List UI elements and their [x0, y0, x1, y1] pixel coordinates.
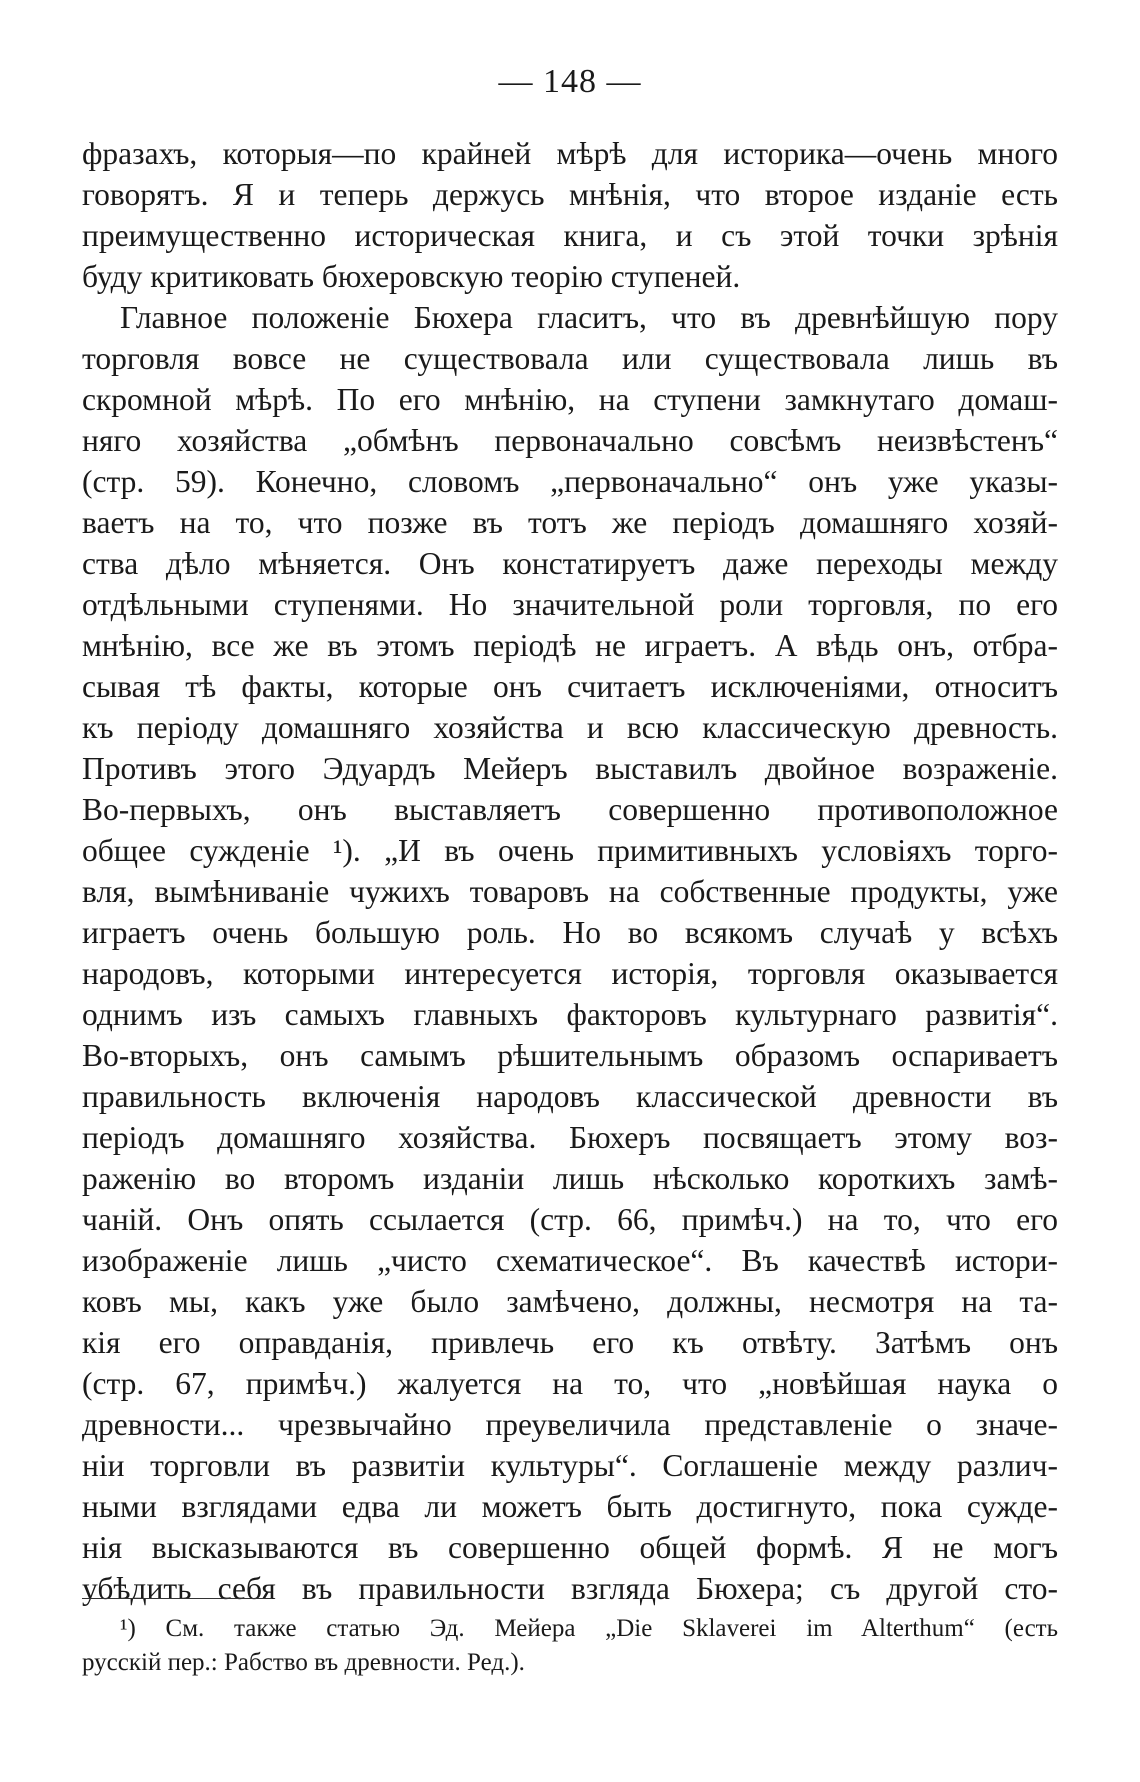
- text-line: ными взглядами едва ли можетъ быть достигнуто, пока сужде-: [82, 1489, 1058, 1524]
- text-line: отдѣльными ступенями. Но значительной роли торговля, по его: [82, 587, 1058, 622]
- page-number: — 148 —: [498, 63, 642, 100]
- text-line: кія его оправданія, привлечь его къ отвѣту. Затѣмъ онъ: [82, 1325, 1058, 1360]
- text-line: вля, вымѣниваніе чужихъ товаровъ на собственные продукты, уже: [82, 874, 1058, 909]
- text-line: однимъ изъ самыхъ главныхъ факторовъ культурнаго развитія“.: [82, 997, 1058, 1032]
- text-line: раженію во второмъ изданіи лишь нѣсколько короткихъ замѣ-: [82, 1161, 1058, 1196]
- text-line: правильность включенія народовъ классической древности въ: [82, 1079, 1058, 1114]
- text-line: народовъ, которыми интересуется исторія, торговля оказывается: [82, 956, 1058, 991]
- footnote-divider: [82, 1598, 272, 1599]
- footnote-line: ¹) См. также статью Эд. Мейера „Die Sklaverei im Alterthum“ (есть: [120, 1615, 1058, 1642]
- footnote: [82, 1612, 1058, 1680]
- text-line: фразахъ, которыя—по крайней мѣрѣ для историка—очень много: [82, 136, 1058, 171]
- text-line: Во-первыхъ, онъ выставляетъ совершенно противоположное: [82, 792, 1058, 827]
- text-line: мнѣнію, все же въ этомъ періодѣ не играетъ. А вѣдь онъ, отбра-: [82, 628, 1058, 663]
- text-line: (стр. 59). Конечно, словомъ „первоначально“ онъ уже указы-: [82, 464, 1058, 499]
- text-line: Во-вторыхъ, онъ самымъ рѣшительнымъ образомъ оспариваетъ: [82, 1038, 1058, 1073]
- text-line: торговля вовсе не существовала или существовала лишь въ: [82, 341, 1058, 376]
- text-line: буду критиковать бюхеровскую теорію ступеней.: [82, 259, 741, 294]
- text-line: изображеніе лишь „чисто схематическое“. Въ качествѣ истори-: [82, 1243, 1058, 1278]
- text-line: сывая тѣ факты, которые онъ считаетъ исключеніями, относитъ: [82, 669, 1058, 704]
- text-line: чаній. Онъ опять ссылается (стр. 66, примѣч.) на то, что его: [82, 1202, 1058, 1237]
- text-line: (стр. 67, примѣч.) жалуется на то, что „новѣйшая наука о: [82, 1366, 1058, 1401]
- text-line: Главное положеніе Бюхера гласитъ, что въ древнѣйшую пору: [120, 300, 1058, 335]
- text-line: древности... чрезвычайно преувеличила представленіе о значе-: [82, 1407, 1058, 1442]
- text-line: къ періоду домашняго хозяйства и всю классическую древность.: [82, 710, 1058, 745]
- text-line: ства дѣло мѣняется. Онъ констатируетъ даже переходы между: [82, 546, 1058, 581]
- text-line: ніи торговли въ развитіи культуры“. Соглашеніе между различ-: [82, 1448, 1058, 1483]
- text-line: убѣдить себя въ правильности взгляда Бюхера; съ другой сто-: [82, 1571, 1058, 1606]
- footnote-line: русскій пер.: Рабство въ древности. Ред.).: [82, 1649, 525, 1676]
- text-line: играетъ очень большую роль. Но во всякомъ случаѣ у всѣхъ: [82, 915, 1058, 950]
- text-line: ковъ мы, какъ уже было замѣчено, должны, несмотря на та-: [82, 1284, 1058, 1319]
- text-line: Противъ этого Эдуардъ Мейеръ выставилъ двойное возраженіе.: [82, 751, 1058, 786]
- text-line: періодъ домашняго хозяйства. Бюхеръ посвящаетъ этому воз-: [82, 1120, 1058, 1155]
- text-line: нія высказываются въ совершенно общей формѣ. Я не могъ: [82, 1530, 1058, 1565]
- text-line: ваетъ на то, что позже въ тотъ же періодъ домашняго хозяй-: [82, 505, 1058, 540]
- text-line: скромной мѣрѣ. По его мнѣнію, на ступени замкнутаго домаш-: [82, 382, 1058, 417]
- text-line: общее сужденіе ¹). „И въ очень примитивныхъ условіяхъ торго-: [82, 833, 1058, 868]
- text-line: няго хозяйства „обмѣнъ первоначально совсѣмъ неизвѣстенъ“: [82, 423, 1058, 458]
- body-text: [82, 133, 1058, 1609]
- text-line: говорятъ. Я и теперь держусь мнѣнія, что второе изданіе есть: [82, 177, 1058, 212]
- text-line: преимущественно историческая книга, и съ этой точки зрѣнія: [82, 218, 1058, 253]
